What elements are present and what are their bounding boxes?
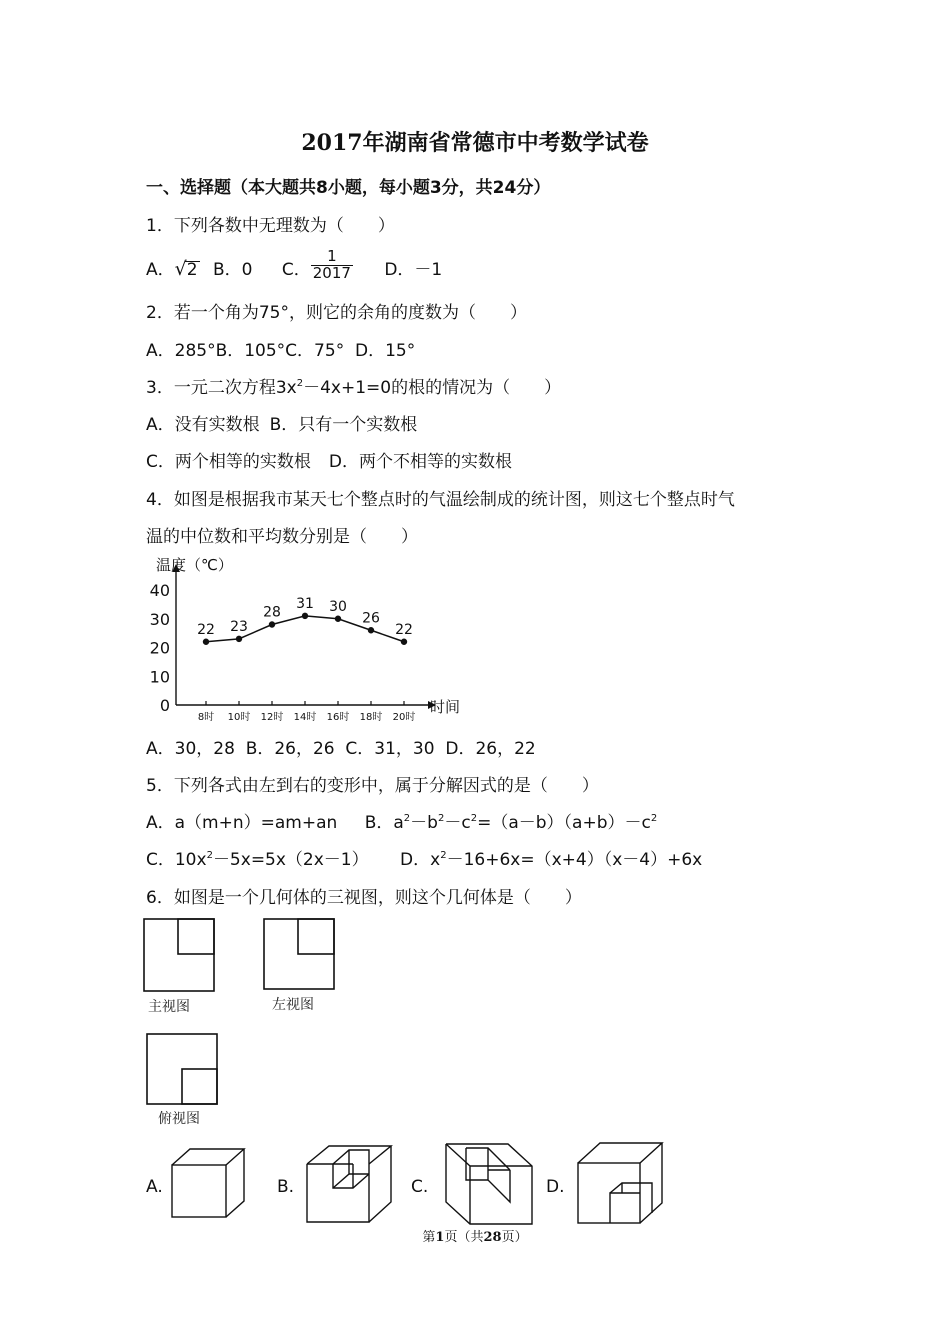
q5-option-a: A．a（m+n）=am+an [146, 813, 338, 833]
data-label: 26 [362, 610, 380, 627]
x-tick-label: 10时 [227, 712, 251, 723]
question-4-options: A．30，28 B．26，26 C．31，30 D．26，22 [146, 739, 536, 759]
q6-option-c-label: C. [411, 1177, 429, 1197]
q5-c-part: C．10x [146, 850, 207, 870]
q5-b-exp: 2 [470, 813, 478, 824]
q5-b-part: =（a－b）（a+b）－c [477, 813, 651, 833]
data-point [401, 639, 407, 645]
x-tick-label: 16时 [326, 712, 350, 723]
q6-option-d-solid [576, 1141, 664, 1225]
q5-option-c [146, 850, 369, 870]
q6-option-c-solid [444, 1142, 534, 1226]
q5-d-exp: 2 [440, 850, 447, 861]
data-label: 23 [230, 618, 248, 635]
x-tick-label: 18时 [359, 712, 383, 723]
q5-option-b [365, 813, 658, 833]
data-label: 22 [197, 621, 215, 638]
y-tick-label: 30 [149, 609, 170, 629]
front-view-label: 主视图 [148, 999, 190, 1015]
q1-option-d: D．－1 [384, 260, 443, 280]
question-2-stem: 2．若一个角为75°，则它的余角的度数为（ ） [146, 303, 527, 323]
q5-option-d [400, 850, 702, 870]
data-point [236, 636, 242, 642]
data-label: 22 [395, 621, 413, 638]
q3-option-a: A．没有实数根 [146, 415, 260, 435]
question-1-stem: 1．下列各数中无理数为（ ） [146, 216, 395, 236]
data-label: 28 [263, 604, 281, 621]
question-4-stem-line2: 温的中位数和平均数分别是（ ） [146, 527, 418, 547]
q5-b-part: －b [410, 813, 438, 833]
q5-c-part: －5x=5x（2x－1） [212, 850, 369, 870]
q6-option-b-solid [305, 1144, 393, 1224]
top-view-figure [146, 1033, 220, 1107]
x-tick-label: 8时 [197, 712, 215, 723]
q6-option-b-label: B. [277, 1177, 295, 1197]
fraction-numerator: 1 [327, 246, 337, 265]
q1-option-b: B．0 [212, 260, 253, 280]
footer-part: 页） [501, 1230, 528, 1245]
fraction-denominator: 2017 [312, 263, 351, 282]
top-view-label: 俯视图 [158, 1111, 200, 1127]
q5-c-exp: 2 [206, 850, 213, 861]
y-tick-label: 0 [159, 696, 170, 715]
q3-stem-exponent: 2 [296, 378, 304, 389]
q1-option-a-radicand: 2 [186, 260, 198, 280]
y-tick-label: 40 [149, 581, 170, 600]
x-tick-label: 20时 [392, 712, 416, 723]
x-tick-label: 12时 [260, 712, 284, 723]
total-pages: 28 [483, 1230, 502, 1245]
page-title: 2017年湖南省常德市中考数学试卷 [301, 130, 649, 156]
question-5-options-row1 [146, 808, 657, 833]
y-tick-label: 20 [149, 638, 170, 658]
q3-option-b: B．只有一个实数根 [269, 415, 418, 435]
question-3-options-row2 [146, 447, 512, 472]
q5-b-exp: 2 [437, 813, 445, 824]
question-3-stem [146, 373, 561, 398]
question-4-stem-line1: 4．如图是根据我市某天七个整点时的气温绘制成的统计图，则这七个整点时气 [146, 490, 735, 510]
q6-option-d-label: D. [546, 1177, 565, 1197]
data-point [203, 639, 209, 645]
current-page-number: 1 [435, 1230, 445, 1245]
data-point [368, 627, 374, 633]
question-5-options-row2 [146, 845, 702, 870]
temperature-line-chart [146, 550, 476, 725]
data-label: 30 [329, 598, 347, 615]
data-point [302, 613, 308, 619]
q3-stem-part: －4x+1=0的根的情况为（ ） [303, 378, 562, 398]
q5-d-part: －16+6x=（x+4）（x－4）+6x [446, 850, 703, 870]
y-axis-title: 温度（℃） [156, 556, 233, 574]
question-3-options-row1 [146, 410, 417, 435]
question-6-stem: 6．如图是一个几何体的三视图，则这个几何体是（ ） [146, 888, 582, 908]
question-2-options: A．285°B．105°C．75° D．15° [146, 341, 416, 361]
q1-option-c-label: C． [281, 260, 311, 280]
data-point [335, 616, 341, 622]
q5-b-part: B．a [364, 813, 404, 833]
x-axis-title: 时间 [430, 698, 461, 716]
q5-b-exp: 2 [403, 813, 411, 824]
question-5-stem: 5．下列各式由左到右的变形中，属于分解因式的是（ ） [146, 776, 599, 796]
data-point [269, 621, 275, 627]
q6-option-a-label: A. [146, 1177, 163, 1197]
x-tick-label: 14时 [293, 712, 317, 723]
footer-part: 第 [422, 1230, 436, 1245]
sqrt-symbol: √ [174, 258, 187, 280]
left-view-figure [263, 918, 337, 992]
q6-option-a-solid [170, 1147, 248, 1219]
q3-option-c: C．两个相等的实数根 [146, 452, 311, 472]
question-1-options [146, 246, 443, 282]
q1-option-c-fraction [311, 246, 353, 282]
q5-d-part: D．x [400, 850, 441, 870]
y-tick-label: 10 [149, 667, 170, 687]
data-label: 31 [296, 595, 314, 612]
q3-stem-part: 3．一元二次方程3x [146, 378, 297, 398]
front-view-figure [143, 918, 217, 994]
footer-part: 页（共 [444, 1230, 484, 1245]
q3-option-d: D．两个不相等的实数根 [328, 452, 512, 472]
q5-b-exp: 2 [650, 813, 658, 824]
q1-option-a-label: A． [146, 260, 175, 280]
left-view-label: 左视图 [272, 997, 314, 1013]
q5-b-part: －c [444, 813, 471, 833]
page-footer [0, 1226, 950, 1245]
section-heading: 一、选择题（本大题共8小题，每小题3分，共24分） [146, 178, 551, 198]
